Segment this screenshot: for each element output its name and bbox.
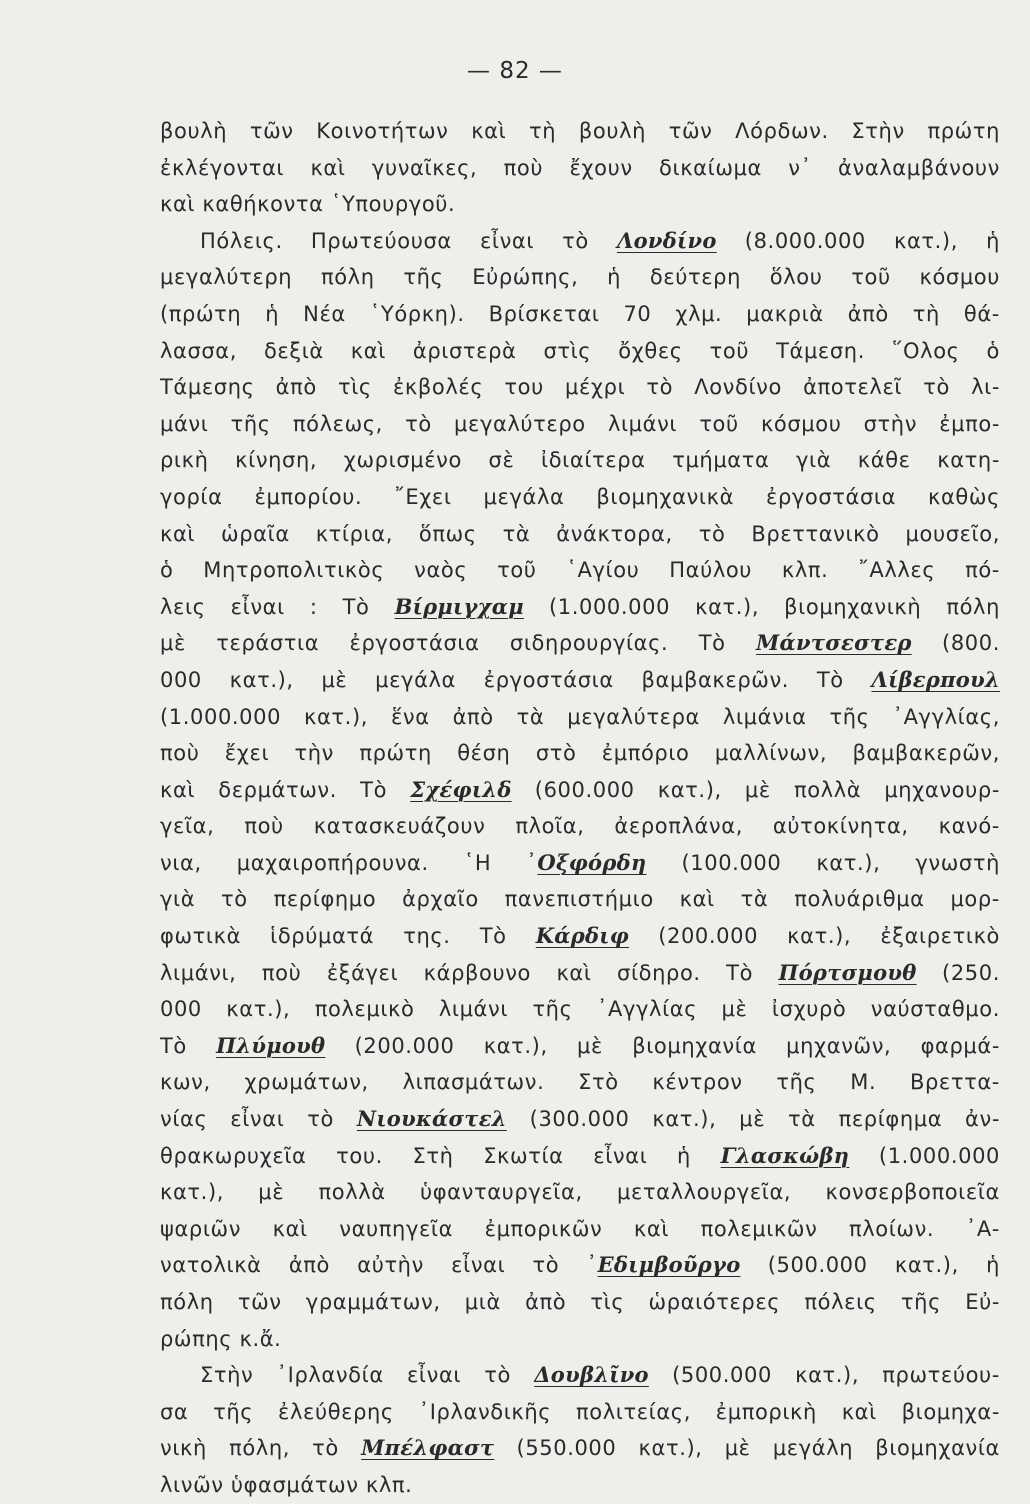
text-line xyxy=(160,1394,1000,1431)
text-line xyxy=(160,1101,1000,1138)
place-name: Σχέφιλδ xyxy=(410,776,512,802)
text-segment: (100.000 κατ.), γνωστὴ xyxy=(646,850,1000,875)
text-line xyxy=(160,479,1000,516)
text-segment: (1.000.000 κατ.), ἕνα ἀπὸ τὰ μεγαλύτερα λιμάνια τῆς ᾽Αγγλίας, xyxy=(160,704,1000,729)
place-name: Νιουκάστελ xyxy=(356,1106,507,1132)
text-segment: (500.000 κατ.), πρωτεύου- xyxy=(648,1363,1000,1388)
text-segment: κατ.), μὲ πολλὰ ὑφανταυργεῖα, μεταλλουργεῖα, κονσερβοποιεῖα xyxy=(160,1180,1000,1205)
text-segment: (8.000.000 κατ.), ἡ xyxy=(716,228,1001,253)
text-segment: (500.000 κατ.), ἡ xyxy=(740,1253,1001,1278)
text-segment: 000 κατ.), πολεμικὸ λιμάνι τῆς ᾽Αγγλίας μὲ ἰσχυρὸ ναύσταθμο. xyxy=(160,997,1000,1022)
text-segment: πόλη τῶν γραμμάτων, μιὰ ἀπὸ τὶς ὡραιότερες πόλεις τῆς Εὐ- xyxy=(160,1290,1000,1314)
text-line xyxy=(160,991,1000,1028)
text-line xyxy=(160,1174,1000,1211)
text-line xyxy=(160,1284,1000,1321)
text-segment: (200.000 κατ.), μὲ βιομηχανία μηχανῶν, φαρμά- xyxy=(325,1033,1000,1058)
text-line xyxy=(160,1138,1000,1175)
text-segment: θρακωρυχεῖα του. Στὴ Σκωτία εἶναι ἡ xyxy=(160,1143,721,1168)
text-segment: καὶ ὡραῖα κτίρια, ὅπως τὰ ἀνάκτορα, τὸ Βρεττανικὸ μουσεῖο, xyxy=(160,521,1000,546)
text-segment: Στὴν ᾽Ιρλανδία εἶναι τὸ xyxy=(200,1363,535,1388)
text-line xyxy=(160,1247,1000,1284)
place-name: Πόρτσμουθ xyxy=(778,959,917,985)
text-segment: μὲ τεράστια ἐργοστάσια σιδηρουργίας. Τὸ xyxy=(160,631,756,656)
text-segment: (πρώτη ἡ Νέα ῾Υόρκη). Βρίσκεται 70 χλμ. μακριὰ ἀπὸ τὴ θά- xyxy=(160,301,1000,326)
place-name: Μάντσεστερ xyxy=(755,630,912,656)
text-segment: γορία ἐμπορίου. ῎Εχει μεγάλα βιομηχανικὰ ἐργοστάσια καθὼς xyxy=(160,484,1000,509)
text-segment: λεις εἶναι : Τὸ xyxy=(160,594,395,619)
text-segment: νικὴ πόλη, τὸ xyxy=(160,1436,362,1461)
text-line xyxy=(160,1211,1000,1248)
text-segment: καὶ δερμάτων. Τὸ xyxy=(160,777,411,802)
text-segment: ποὺ ἔχει τὴν πρώτη θέση στὸ ἐμπόριο μαλλίνων, βαμβακερῶν, xyxy=(160,741,1000,766)
text-line xyxy=(160,1321,1000,1358)
text-line xyxy=(160,1467,1000,1504)
body-text xyxy=(160,113,1000,1504)
text-line xyxy=(160,442,1000,479)
text-segment: (600.000 κατ.), μὲ πολλὰ μηχανουρ- xyxy=(511,777,1000,802)
place-name: Εδιμβοῦργο xyxy=(597,1252,741,1278)
text-line xyxy=(160,223,1000,260)
place-name: Κάρδιφ xyxy=(535,923,630,949)
text-segment: (1.000.000 κατ.), βιομηχανικὴ πόλη xyxy=(523,594,1000,619)
text-segment: Τὸ xyxy=(160,1033,217,1058)
text-segment: ψαριῶν καὶ ναυπηγεῖα ἐμπορικῶν καὶ πολεμικῶν πλοίων. ᾽Α- xyxy=(160,1216,1000,1241)
text-segment: μάνι τῆς πόλεως, τὸ μεγαλύτερο λιμάνι τοῦ κόσμου στὴν ἐμπο- xyxy=(160,411,1000,436)
text-segment: νίας εἶναι τὸ xyxy=(160,1107,357,1132)
place-name: Λίβερπουλ xyxy=(871,666,1000,692)
text-line xyxy=(160,735,1000,772)
text-segment: (800. xyxy=(911,631,1000,656)
place-name: Γλασκώβη xyxy=(720,1142,850,1168)
text-segment: λασσα, δεξιὰ καὶ ἀριστερὰ στὶς ὄχθες τοῦ Τάμεση. ῞Ολος ὁ xyxy=(160,338,1000,363)
text-line xyxy=(160,113,1000,150)
place-name: Βίρμιγχαμ xyxy=(394,593,524,619)
text-segment: νατολικὰ ἀπὸ αὐτὴν εἶναι τὸ ᾽ xyxy=(160,1253,598,1278)
text-segment: φωτικὰ ἱδρύματά της. Τὸ xyxy=(160,924,536,949)
text-line xyxy=(160,699,1000,736)
text-segment: ρώπης κ.ἄ. xyxy=(160,1326,282,1351)
text-line xyxy=(160,625,1000,662)
text-segment: (200.000 κατ.), ἐξαιρετικὸ xyxy=(629,924,1000,949)
text-line xyxy=(160,406,1000,443)
text-segment: 000 κατ.), μὲ μεγάλα ἐργοστάσια βαμβακερῶν. Τὸ xyxy=(160,667,872,692)
text-segment: λινῶν ὑφασμάτων κλπ. xyxy=(160,1472,413,1497)
text-segment: (550.000 κατ.), μὲ μεγάλη βιομηχανία xyxy=(494,1436,1000,1461)
page-number: — 82 — xyxy=(467,58,563,84)
text-line xyxy=(160,662,1000,699)
text-segment: Πόλεις. Πρωτεύουσα εἶναι τὸ xyxy=(200,228,617,253)
place-name: Μπέλφαστ xyxy=(361,1435,495,1461)
text-line xyxy=(160,296,1000,333)
text-line xyxy=(160,516,1000,553)
text-line xyxy=(160,589,1000,626)
text-segment: γεῖα, ποὺ κατασκευάζουν πλοῖα, ἀεροπλάνα, αὐτοκίνητα, κανό- xyxy=(160,814,1000,839)
text-line xyxy=(160,1028,1000,1065)
place-name: Οξφόρδη xyxy=(537,849,647,875)
text-segment: καὶ καθήκοντα ῾Υπουργοῦ. xyxy=(160,192,456,217)
text-line xyxy=(160,186,1000,223)
text-line xyxy=(160,808,1000,845)
text-line xyxy=(160,259,1000,296)
text-segment: (1.000.000 xyxy=(849,1143,1000,1168)
text-line xyxy=(160,918,1000,955)
text-line xyxy=(160,845,1000,882)
text-line xyxy=(160,881,1000,918)
text-segment: κων, χρωμάτων, λιπασμάτων. Στὸ κέντρον τῆς Μ. Βρεττα- xyxy=(160,1070,1000,1095)
text-line xyxy=(160,1064,1000,1101)
text-line xyxy=(160,333,1000,370)
place-name: Λονδίνο xyxy=(616,227,717,253)
text-line xyxy=(160,150,1000,187)
text-line xyxy=(160,552,1000,589)
text-segment: σα τῆς ἐλεύθερης ᾽Ιρλανδικῆς πολιτείας, ἐμπορικὴ καὶ βιομηχα- xyxy=(160,1399,1000,1424)
text-line xyxy=(160,1430,1000,1467)
text-line xyxy=(160,955,1000,992)
text-segment: Τάμεσης ἀπὸ τὶς ἐκβολές του μέχρι τὸ Λονδίνο ἀποτελεῖ τὸ λι- xyxy=(160,375,1000,400)
text-segment: γιὰ τὸ περίφημο ἀρχαῖο πανεπιστήμιο καὶ τὰ πολυάριθμα μορ- xyxy=(160,887,1000,912)
text-segment: ρικὴ κίνηση, χωρισμένο σὲ ἰδιαίτερα τμήματα γιὰ κάθε κατη- xyxy=(160,448,1000,473)
text-segment: ἐκλέγονται καὶ γυναῖκες, ποὺ ἔχουν δικαίωμα ν᾽ ἀναλαμβάνουν xyxy=(160,155,1000,180)
text-segment: (300.000 κατ.), μὲ τὰ περίφημα ἀν- xyxy=(506,1107,1000,1132)
text-line xyxy=(160,369,1000,406)
text-line xyxy=(160,1357,1000,1394)
place-name: Πλύμουθ xyxy=(216,1032,326,1058)
place-name: Δουβλῖνο xyxy=(534,1362,649,1388)
text-segment: βουλὴ τῶν Κοινοτήτων καὶ τὴ βουλὴ τῶν Λόρδων. Στὴν πρώτη xyxy=(160,119,1000,143)
text-segment: νια, μαχαιροπήρουνα. ῾Η ᾽ xyxy=(160,850,538,875)
text-segment: ὁ Μητροπολιτικὸς ναὸς τοῦ ῾Αγίου Παύλου κλπ. ῎Αλλες πό- xyxy=(160,558,1000,583)
text-segment: λιμάνι, ποὺ ἐξάγει κάρβουνο καὶ σίδηρο. Τὸ xyxy=(160,960,779,985)
text-segment: (250. xyxy=(916,960,1000,985)
text-line xyxy=(160,772,1000,809)
text-segment: μεγαλύτερη πόλη τῆς Εὐρώπης, ἡ δεύτερη ὅλου τοῦ κόσμου xyxy=(160,265,1000,290)
